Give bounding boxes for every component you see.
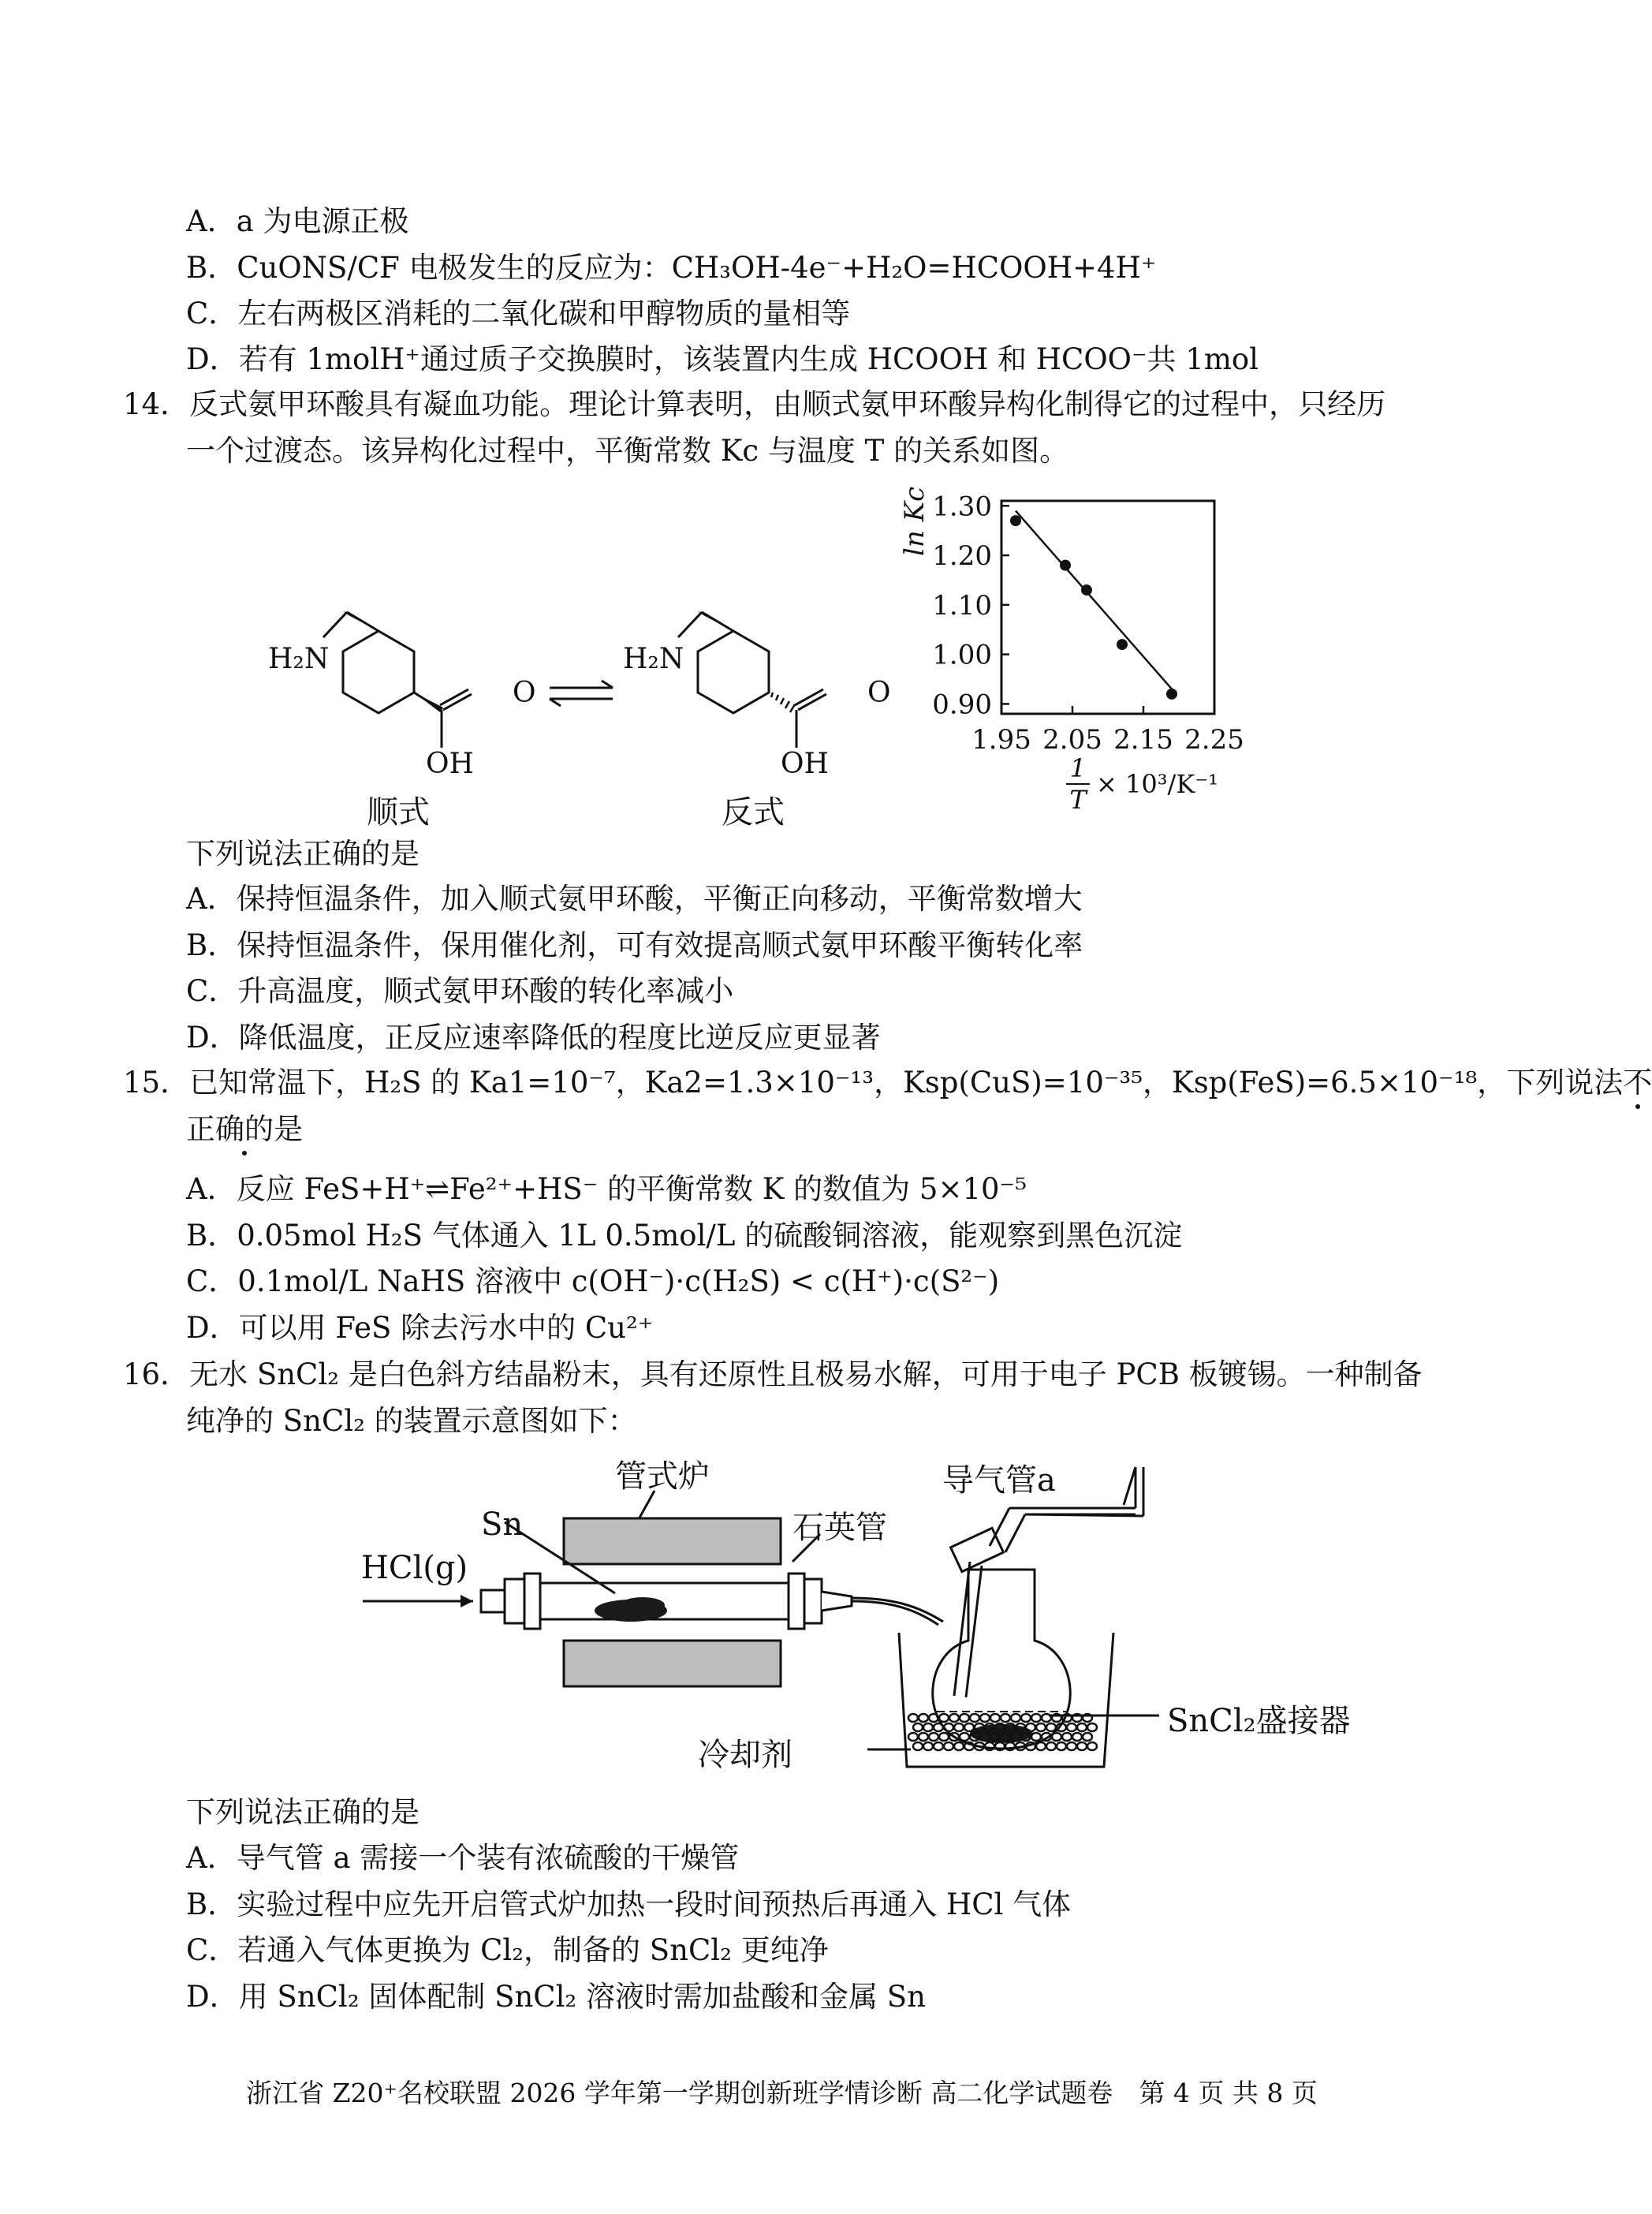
cis-amine-label: H₂N [268, 643, 330, 675]
data-point [1081, 584, 1092, 596]
q15-option-c: C．0.1mol/L NaHS 溶液中 c(OH⁻)·c(H₂S) < c(H⁺)·c(S²⁻) [186, 1264, 1000, 1298]
data-point [1010, 515, 1021, 526]
trans-amine-label: H₂N [623, 643, 684, 675]
q14-option-b: B．保持恒温条件，保用催化剂，可有效提高顺式氨甲环酸平衡转化率 [186, 928, 1083, 962]
q14-stem-line1: 14．反式氨甲环酸具有凝血功能。理论计算表明，由顺式氨甲环酸异构化制得它的过程中，只经历 [123, 387, 1386, 421]
q14-option-d: D．降低温度，正反应速率降低的程度比逆反应更显著 [186, 1021, 881, 1055]
q14-option-a: A．保持恒温条件，加入顺式氨甲环酸，平衡正向移动，平衡常数增大 [186, 882, 1083, 916]
y-tick-label: 0.90 [932, 689, 992, 721]
q13-option-c: C．左右两极区消耗的二氧化碳和甲醇物质的量相等 [186, 297, 851, 330]
data-point [1166, 689, 1177, 700]
q16-option-d: D．用 SnCl₂ 固体配制 SnCl₂ 溶液时需加盐酸和金属 Sn [186, 1980, 926, 2014]
q15-option-d: D．可以用 FeS 除去污水中的 Cu²⁺ [186, 1311, 654, 1345]
cis-carbonyl-o: O [513, 677, 536, 709]
q16-stem-line1: 16．无水 SnCl₂ 是白色斜方结晶粉末，具有还原性且极易水解，可用于电子 PCB 板镀锡。一种制备 [123, 1357, 1423, 1391]
q15-emphasis-bu: 不 [1623, 1066, 1652, 1100]
x-tick-label: 2.25 [1184, 724, 1244, 756]
x-tick-label: 2.15 [1113, 724, 1173, 756]
y-tick-label: 1.30 [932, 491, 992, 523]
cis-hydroxyl-label: OH [426, 748, 474, 780]
q15-option-b: B．0.05mol H₂S 气体通入 1L 0.5mol/L 的硫酸铜溶液，能观察到黑色沉淀 [186, 1219, 1183, 1253]
q13-option-a: A．a 为电源正极 [186, 204, 409, 238]
equilibrium-arrow [546, 678, 617, 710]
cis-label: 顺式 [367, 794, 430, 831]
q13-option-b: B．CuONS/CF 电极发生的反应为：CH₃OH-4e⁻+H₂O=HCOOH+4H⁺ [186, 251, 1157, 285]
q15-stem-line1: 15．已知常温下，H₂S 的 Ka1=10⁻⁷，Ka2=1.3×10⁻¹³，Ksp(CuS)=10⁻³⁵，Ksp(FeS)=6.5×10⁻¹⁸，下列说法不 [123, 1066, 1652, 1100]
apparatus-diagram [347, 1443, 1293, 1790]
data-point [1117, 639, 1128, 650]
q16-option-b: B．实验过程中应先开启管式炉加热一段时间预热后再通入 HCl 气体 [186, 1887, 1072, 1921]
q15-stem-line2: 正确的是 [186, 1112, 303, 1146]
chart-xlabel-fraction: 1 T [1066, 753, 1090, 815]
quartz-tube-label: 石英管 [792, 1510, 887, 1546]
chart-xlabel: × 10³/K⁻¹ [1096, 769, 1218, 799]
y-tick-label: 1.20 [932, 540, 992, 573]
q16-stem-line2: 纯净的 SnCl₂ 的装置示意图如下： [186, 1404, 637, 1438]
q13-option-d: D．若有 1molH⁺通过质子交换膜时，该装置内生成 HCOOH 和 HCOO⁻共 1mol [186, 342, 1259, 376]
x-tick-label: 2.05 [1042, 724, 1102, 756]
furnace-label: 管式炉 [615, 1458, 710, 1495]
q14-prompt: 下列说法正确的是 [186, 837, 420, 871]
trans-carbonyl-o: O [867, 677, 891, 709]
lnkc-vs-inverse-t-chart [891, 481, 1333, 812]
q14-stem-line2: 一个过渡态。该异构化过程中，平衡常数 Kc 与温度 T 的关系如图。 [186, 434, 1069, 468]
y-tick-label: 1.10 [932, 589, 992, 622]
gas-tube-a-label: 导气管a [942, 1462, 1056, 1499]
receiver-label: SnCl₂盛接器 [1167, 1703, 1351, 1739]
trans-hydroxyl-label: OH [781, 748, 829, 780]
q15-option-a: A．反应 FeS+H⁺⇌Fe²⁺+HS⁻ 的平衡常数 K 的数值为 5×10⁻⁵ [186, 1172, 1027, 1206]
sn-label: Sn [481, 1506, 524, 1543]
q16-option-a: A．导气管 a 需接一个装有浓硫酸的干燥管 [186, 1841, 740, 1875]
chart-ylabel: ln Kc [899, 486, 930, 556]
coolant-label: 冷却剂 [698, 1737, 792, 1773]
trans-label: 反式 [722, 794, 785, 831]
hcl-inlet-label: HCl(g) [361, 1550, 468, 1586]
y-tick-label: 1.00 [932, 639, 992, 671]
fit-line [1016, 511, 1172, 689]
q14-option-c: C．升高温度，顺式氨甲环酸的转化率减小 [186, 974, 734, 1008]
q16-option-c: C．若通入气体更换为 Cl₂，制备的 SnCl₂ 更纯净 [186, 1933, 829, 1967]
x-tick-label: 1.95 [971, 724, 1031, 756]
page-footer: 浙江省 Z20⁺名校联盟 2026 学年第一学期创新班学情诊断 高二化学试题卷 第 4 页 共 8 页 [246, 2078, 1318, 2108]
q16-prompt: 下列说法正确的是 [186, 1795, 420, 1829]
chart-frame [1001, 501, 1214, 714]
data-point [1060, 560, 1071, 571]
